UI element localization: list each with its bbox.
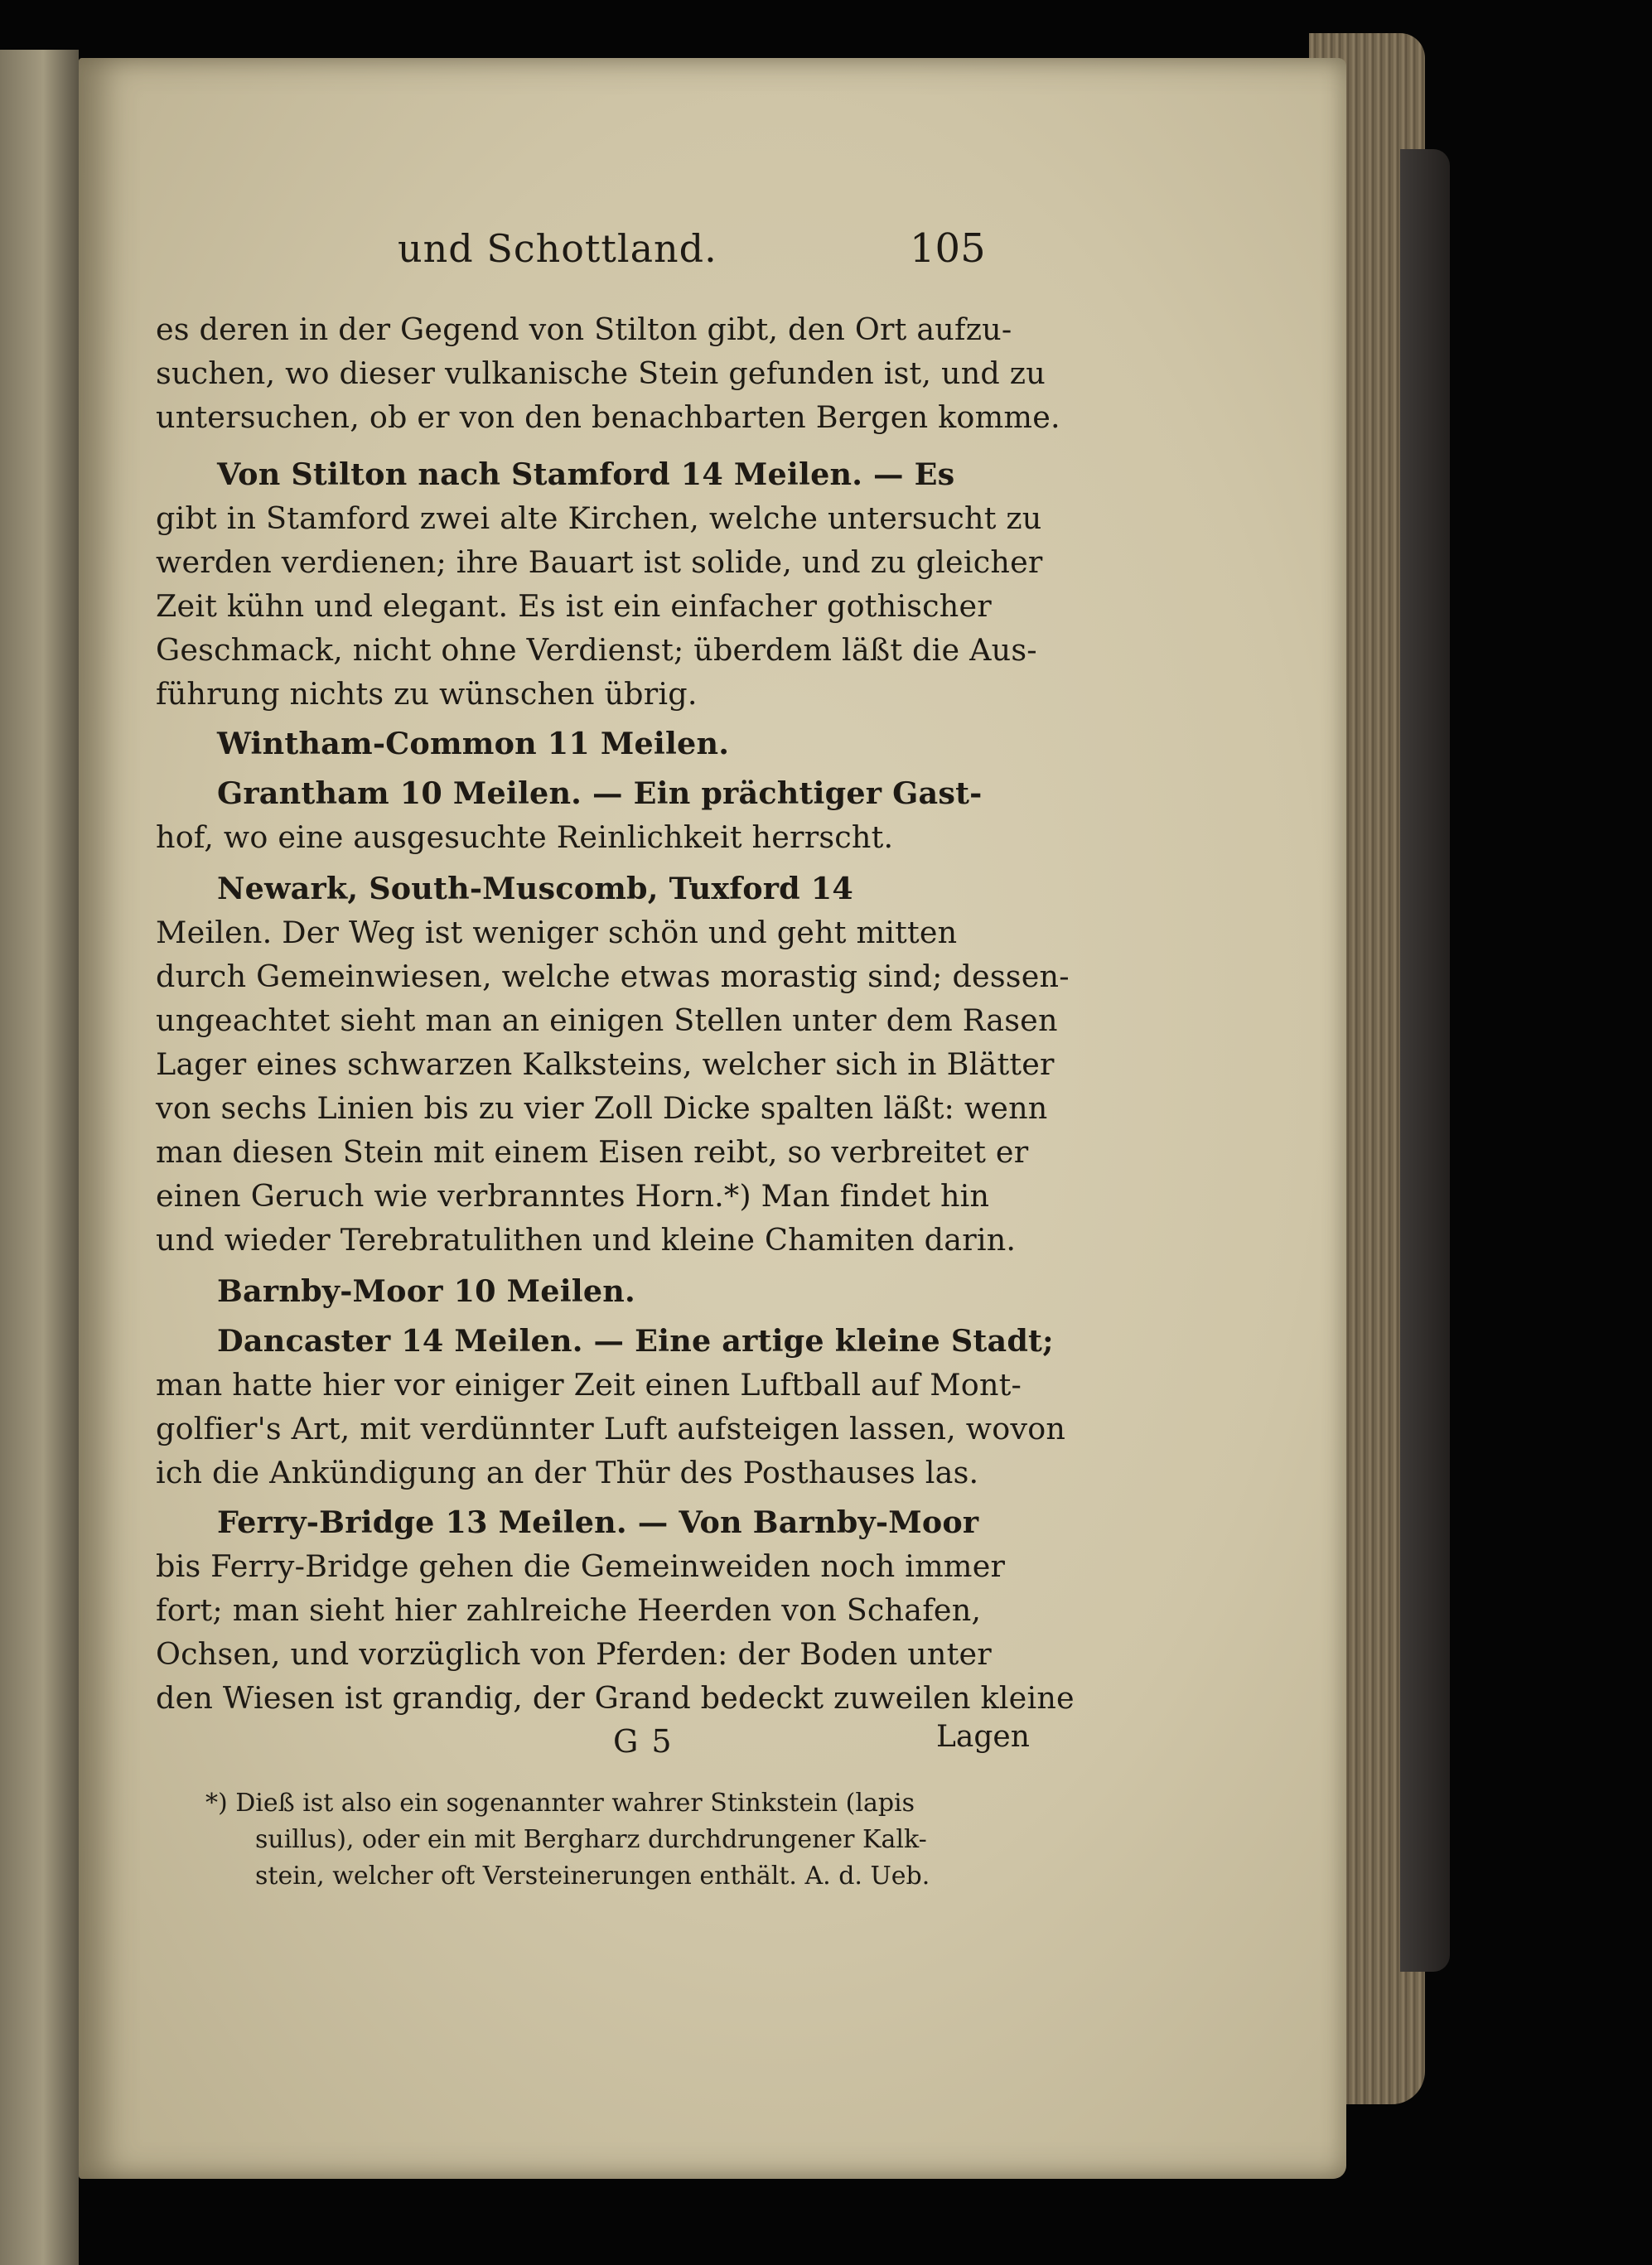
section-entry-ferry-bridge: Ferry-Bridge 13 Meilen. — Von Barnby-Moor bbox=[217, 1504, 979, 1540]
body-line: ungeachtet sieht man an einigen Stellen unter dem Rasen bbox=[156, 1002, 1058, 1038]
body-line: Zeit kühn und elegant. Es ist ein einfacher gothischer bbox=[156, 588, 992, 624]
page-number: 105 bbox=[910, 225, 986, 272]
section-entry-stamford: Von Stilton nach Stamford 14 Meilen. — Es bbox=[217, 456, 955, 492]
body-line: von sechs Linien bis zu vier Zoll Dicke spalten läßt: wenn bbox=[156, 1090, 1048, 1126]
body-line: ich die Ankündigung an der Thür des Posthauses las. bbox=[156, 1455, 979, 1490]
signature-mark: G 5 bbox=[613, 1723, 674, 1760]
body-line: hof, wo eine ausgesuchte Reinlichkeit herrscht. bbox=[156, 819, 894, 855]
body-line: führung nichts zu wünschen übrig. bbox=[156, 676, 698, 712]
section-entry-newark: Newark, South-Muscomb, Tuxford 14 bbox=[217, 871, 854, 906]
body-line: untersuchen, ob er von den benachbarten Bergen komme. bbox=[156, 399, 1060, 435]
body-line: und wieder Terebratulithen und kleine Chamiten darin. bbox=[156, 1222, 1017, 1258]
body-line: man diesen Stein mit einem Eisen reibt, so verbreitet er bbox=[156, 1134, 1029, 1170]
cover-edge bbox=[1400, 149, 1450, 1972]
body-line: durch Gemeinwiesen, welche etwas morastig sind; dessen- bbox=[156, 959, 1070, 994]
body-line: bis Ferry-Bridge gehen die Gemeinweiden noch immer bbox=[156, 1548, 1006, 1584]
body-line: Meilen. Der Weg ist weniger schön und geht mitten bbox=[156, 915, 958, 950]
section-entry-grantham: Grantham 10 Meilen. — Ein prächtiger Gast- bbox=[217, 775, 983, 811]
footnote-line: stein, welcher oft Versteinerungen enthält. A. d. Ueb. bbox=[255, 1862, 930, 1891]
running-header: und Schottland. bbox=[398, 226, 717, 271]
footnote-line: suillus), oder ein mit Bergharz durchdrungener Kalk- bbox=[255, 1825, 927, 1854]
body-line: fort; man sieht hier zahlreiche Heerden von Schafen, bbox=[156, 1592, 982, 1628]
body-line: werden verdienen; ihre Bauart ist solide, und zu gleicher bbox=[156, 544, 1043, 580]
body-line: man hatte hier vor einiger Zeit einen Luftball auf Mont- bbox=[156, 1367, 1022, 1403]
body-line: Geschmack, nicht ohne Verdienst; überdem läßt die Aus- bbox=[156, 632, 1037, 668]
body-line: golfier's Art, mit verdünnter Luft aufsteigen lassen, wovon bbox=[156, 1411, 1066, 1446]
section-entry-wintham: Wintham-Common 11 Meilen. bbox=[217, 726, 730, 761]
body-line: den Wiesen ist grandig, der Grand bedeckt zuweilen kleine bbox=[156, 1680, 1075, 1716]
body-line: einen Geruch wie verbranntes Horn.*) Man findet hin bbox=[156, 1178, 990, 1214]
body-line: Ochsen, und vorzüglich von Pferden: der Boden unter bbox=[156, 1636, 992, 1672]
catchword: Lagen bbox=[936, 1720, 1030, 1754]
section-entry-dancaster: Dancaster 14 Meilen. — Eine artige kleine Stadt; bbox=[217, 1323, 1054, 1359]
body-line: es deren in der Gegend von Stilton gibt, den Ort aufzu- bbox=[156, 311, 1012, 347]
body-line: gibt in Stamford zwei alte Kirchen, welche untersucht zu bbox=[156, 500, 1042, 536]
footnote-line: *) Dieß ist also ein sogenannter wahrer Stinkstein (lapis bbox=[205, 1789, 915, 1818]
section-entry-barnby: Barnby-Moor 10 Meilen. bbox=[217, 1273, 635, 1309]
facing-page-edge bbox=[0, 50, 79, 2265]
body-line: suchen, wo dieser vulkanische Stein gefunden ist, und zu bbox=[156, 355, 1046, 391]
body-line: Lager eines schwarzen Kalksteins, welcher sich in Blätter bbox=[156, 1046, 1055, 1082]
